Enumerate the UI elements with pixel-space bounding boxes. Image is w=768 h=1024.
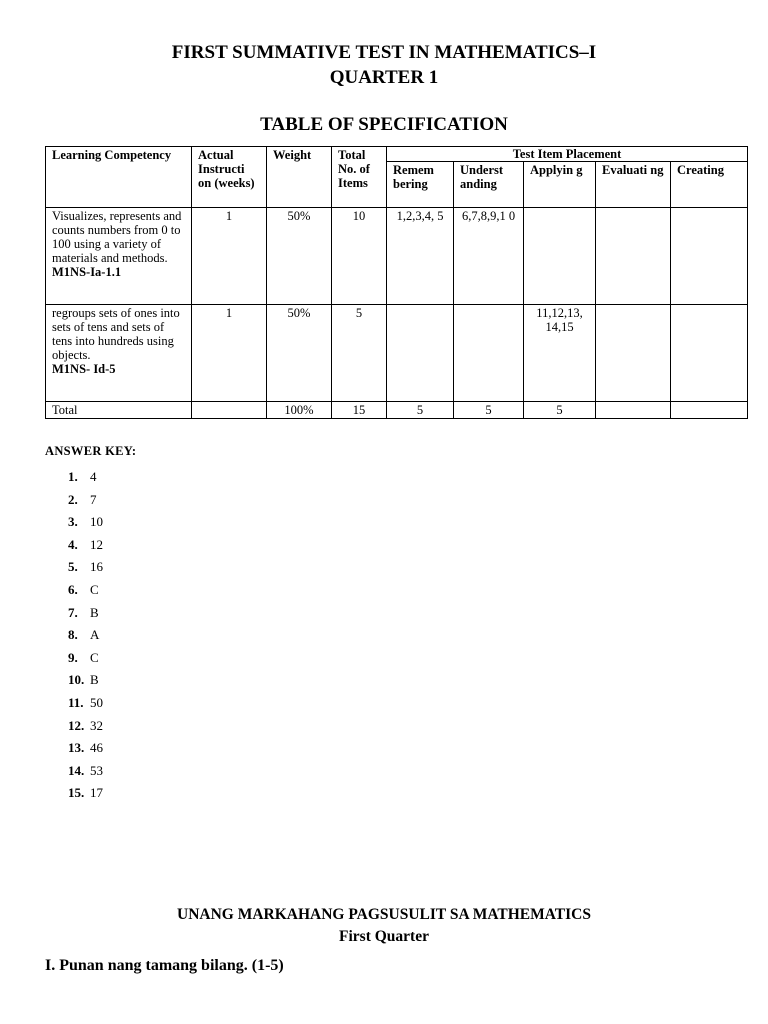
answer-number: 4. [68,536,78,552]
header-total-items: Total No. of Items [332,147,387,208]
list-item [68,782,103,805]
list-item [68,534,103,557]
answer-number: 14. [68,762,85,778]
weeks-cell: 1 [192,305,267,402]
answer-value: C [90,649,99,665]
answer-value: 17 [90,785,103,801]
remembering-cell [387,305,454,402]
header-applying: Applyin g [524,162,596,208]
header-actual-instruction: Actual Instructi on (weeks) [192,147,267,208]
list-item [68,624,103,647]
answer-value: B [90,672,99,688]
quarter-title: QUARTER 1 [329,67,439,88]
total-remembering: 5 [387,402,454,419]
answer-number: 1. [68,469,78,484]
answer-number: 6. [68,581,78,597]
table-header-row [46,147,748,162]
answer-value: 50 [90,694,103,710]
answer-number: 2. [68,491,78,507]
table-row [46,305,748,402]
competency-text: Visualizes, represents and counts numbers from 0 to 100 using a variety of materials and methods. [52,209,182,265]
list-item [68,669,103,692]
answer-number: 13. [68,740,85,756]
applying-cell: 11,12,13, 14,15 [524,305,596,402]
applying-cell [524,208,596,305]
competency-cell [46,305,192,402]
answer-value: 16 [90,559,103,575]
answer-number: 12. [68,717,85,733]
understanding-cell: 6,7,8,9,1 0 [454,208,524,305]
answer-number: 5. [68,559,78,575]
answer-key-label: ANSWER KEY: [45,444,137,458]
evaluating-cell [596,208,671,305]
creating-cell [671,208,748,305]
list-item [68,737,103,760]
remembering-cell: 1,2,3,4, 5 [387,208,454,305]
competency-code: M1NS- Id-5 [52,362,116,376]
list-item [68,579,103,602]
items-cell: 5 [332,305,387,402]
table-of-specification-title: TABLE OF SPECIFICATION [260,114,508,135]
list-item [68,511,103,534]
total-row [46,402,748,419]
answer-number: 8. [68,627,78,643]
list-item [68,760,103,783]
list-item [68,692,103,715]
answer-number: 3. [68,514,78,530]
total-label: Total [46,402,192,419]
document-title: FIRST SUMMATIVE TEST IN MATHEMATICS–I [171,42,597,63]
total-weight: 100% [267,402,332,419]
list-item [68,647,103,670]
list-item [68,556,103,579]
total-creating [671,402,748,419]
answer-value: 46 [90,740,103,756]
answer-value: 7 [90,491,97,507]
header-test-item-placement: Test Item Placement [387,147,748,162]
answer-number: 9. [68,649,78,665]
total-evaluating [596,402,671,419]
header-evaluating: Evaluati ng [596,162,671,208]
table-row [46,208,748,305]
evaluating-cell [596,305,671,402]
answer-value: 32 [90,717,103,733]
answer-value: 10 [90,514,103,530]
answer-key-list [68,466,103,805]
list-item [68,715,103,738]
instruction-heading: I. Punan nang tamang bilang. (1-5) [45,957,284,974]
competency-code: M1NS-Ia-1.1 [52,265,122,279]
header-creating: Creating [671,162,748,208]
total-applying: 5 [524,402,596,419]
answer-number: 15. [68,785,85,801]
answer-value: B [90,604,99,620]
answer-number: 11. [68,694,84,710]
list-item [68,466,103,489]
answer-value: A [90,627,100,643]
header-learning-competency: Learning Competency [46,147,192,208]
answer-number: 7. [68,604,78,620]
answer-value: C [90,581,99,597]
understanding-cell [454,305,524,402]
section-subtitle: First Quarter [339,928,429,945]
weight-cell: 50% [267,208,332,305]
specification-table [45,146,748,419]
total-weeks [192,402,267,419]
answer-value: 53 [90,762,103,778]
total-understanding: 5 [454,402,524,419]
total-items: 15 [332,402,387,419]
section-title: UNANG MARKAHANG PAGSUSULIT SA MATHEMATICS [177,906,591,923]
weeks-cell: 1 [192,208,267,305]
answer-value: 4 [90,469,97,484]
answer-number: 10. [68,672,85,688]
header-weight: Weight [267,147,332,208]
competency-text: regroups sets of ones into sets of tens and sets of tens into hundreds using objects. [52,306,180,362]
answer-value: 12 [90,536,103,552]
list-item [68,602,103,625]
header-understanding: Underst anding [454,162,524,208]
weight-cell: 50% [267,305,332,402]
creating-cell [671,305,748,402]
header-remembering: Remem bering [387,162,454,208]
list-item [68,489,103,512]
items-cell: 10 [332,208,387,305]
competency-cell [46,208,192,305]
